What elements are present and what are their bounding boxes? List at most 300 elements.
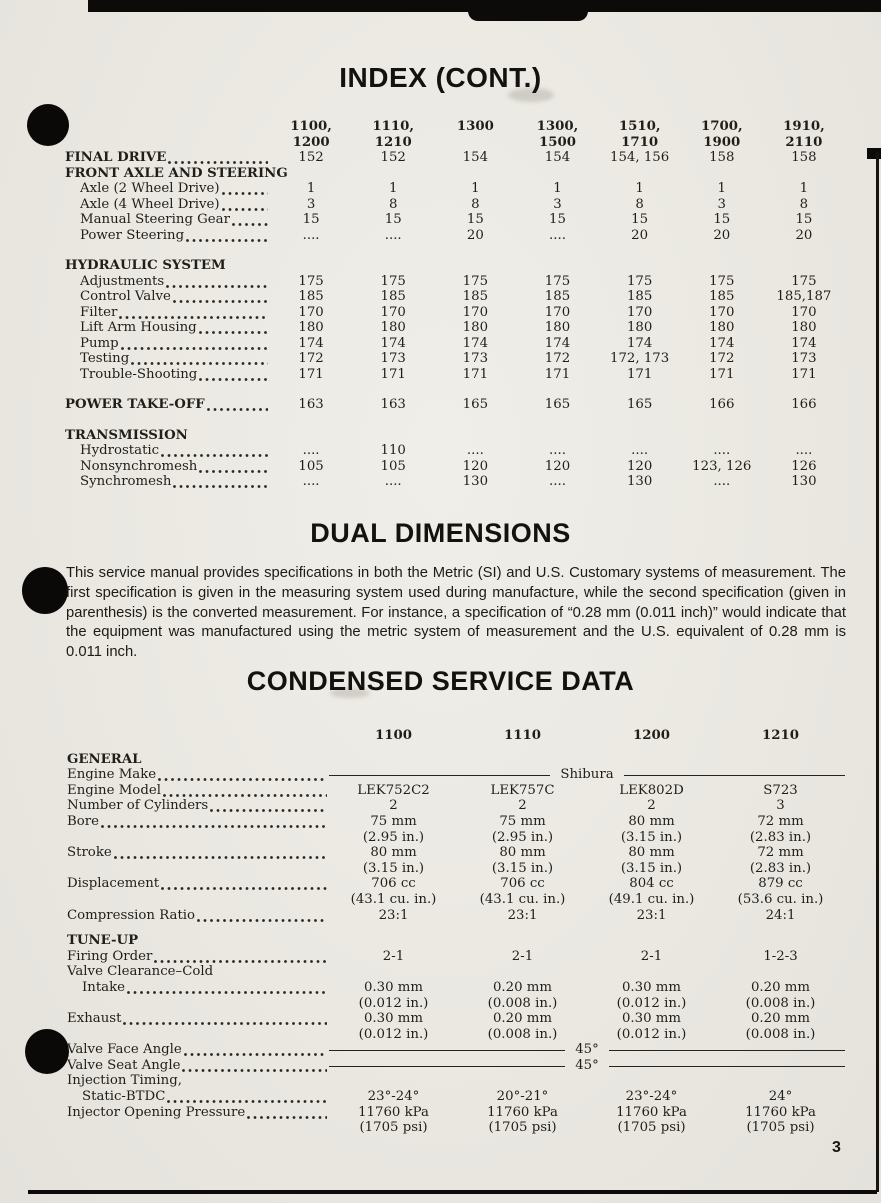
spec-value-line: (0.012 in.) (616, 995, 687, 1011)
spec-value-line: 0.20 mm (750, 979, 811, 995)
spec-value-line: 23°-24° (367, 1089, 420, 1105)
dot-leader (123, 1011, 327, 1027)
row-label-cell (65, 474, 270, 490)
page-reference-cell: 175 (462, 273, 489, 289)
spec-value-line: 72 mm (757, 845, 804, 861)
index-table-row (65, 397, 845, 413)
spec-value-line: LEK802D (619, 782, 684, 798)
spec-value-line: 24:1 (765, 907, 796, 923)
spec-value-cell (716, 980, 845, 1011)
spanning-value (329, 1058, 845, 1074)
spec-value-cell (587, 1105, 716, 1136)
row-label: HYDRAULIC SYSTEM (65, 258, 226, 273)
page-reference-cell: 171 (791, 366, 817, 382)
model-number-line1: 1700, (700, 119, 743, 134)
model-number-line2: 2110 (785, 134, 823, 150)
row-label-cell (67, 908, 329, 924)
dot-leader (199, 367, 268, 383)
index-column-header (516, 119, 598, 150)
spanning-value (329, 767, 845, 783)
page-reference-cell: 8 (471, 196, 480, 212)
spec-value-cell (716, 783, 845, 799)
spanning-value (329, 1042, 845, 1058)
span-text: 45° (575, 1042, 599, 1058)
spec-value-line: 80 mm (628, 845, 675, 861)
page-reference-cell: 165 (544, 397, 571, 412)
row-label: Control Valve (80, 289, 171, 304)
model-number-line2: 1200 (292, 134, 330, 150)
page-reference-cell: 20 (795, 227, 813, 243)
row-label-cell (67, 845, 329, 861)
row-label-cell (65, 212, 270, 228)
service-table-row (67, 1105, 845, 1136)
spec-value-cell (329, 1089, 458, 1105)
service-table-row (67, 814, 845, 845)
spec-value-line: (3.15 in.) (620, 829, 683, 845)
page-reference-cell: 180 (709, 320, 735, 335)
row-label-cell (65, 305, 270, 321)
page-reference-cell: 171 (709, 366, 735, 382)
page-reference-cell: 185 (380, 289, 406, 304)
page-reference-cell: 175 (380, 273, 406, 289)
index-table-row (65, 367, 845, 383)
spec-value-cell (716, 798, 845, 814)
row-label-cell (65, 397, 270, 413)
spec-value-line: 706 cc (371, 876, 416, 892)
row-label-cell (67, 1042, 329, 1058)
spec-value-line: (1705 psi) (359, 1120, 428, 1136)
row-label-cell (67, 1073, 329, 1089)
row-label-cell (67, 798, 329, 814)
index-table-row (65, 320, 845, 336)
scan-bottom-line (28, 1190, 877, 1194)
index-table-row (65, 150, 845, 166)
page-reference-cell: 170 (380, 304, 406, 320)
spec-value-cell (458, 1089, 587, 1105)
page-reference-cell: 180 (626, 320, 653, 335)
page-reference-cell: 172 (709, 351, 735, 366)
row-label: Manual Steering Gear (80, 212, 230, 227)
model-number-line1: 1300 (456, 119, 494, 134)
index-table-row (65, 166, 845, 182)
page-reference-cell: 1 (717, 181, 726, 196)
row-label-cell (67, 752, 329, 768)
dot-leader (154, 949, 327, 965)
spec-value-line: 804 cc (629, 876, 674, 892)
spec-value-cell (458, 845, 587, 876)
spec-value-line: 879 cc (758, 876, 803, 892)
page-reference-cell: 15 (631, 212, 649, 227)
dot-leader (173, 474, 268, 490)
row-label: Axle (2 Wheel Drive) (80, 181, 220, 196)
index-table-row (65, 197, 845, 213)
index-table-row (65, 212, 845, 228)
page-reference-cell: 158 (791, 150, 817, 165)
page-reference-cell: 171 (544, 366, 571, 382)
spec-value-line: 2-1 (382, 948, 405, 964)
page-reference-cell: .... (713, 443, 731, 458)
page-reference-cell: 180 (791, 320, 817, 335)
row-label: GENERAL (67, 751, 142, 767)
span-text: Shibura (560, 767, 614, 783)
dot-leader (131, 351, 268, 367)
spec-value-line: (2.95 in.) (491, 829, 554, 845)
page-reference-cell: 158 (709, 150, 735, 165)
row-label-cell (67, 876, 329, 892)
page-reference-cell: 1 (388, 181, 398, 196)
spec-value-line: (2.95 in.) (362, 829, 425, 845)
page-reference-cell: .... (302, 443, 320, 458)
page-reference-cell: 15 (549, 212, 566, 227)
row-label: Filter (80, 304, 118, 320)
index-table-row (65, 289, 845, 305)
row-label-cell (65, 367, 270, 383)
dot-leader (199, 459, 268, 475)
spec-value-line: 0.20 mm (492, 979, 553, 995)
spec-value-line: 24° (768, 1089, 793, 1105)
page-reference-cell: 170 (709, 304, 735, 320)
spec-value-line: (2.83 in.) (749, 860, 812, 876)
row-label: Injection Timing, (67, 1073, 182, 1089)
dot-leader (184, 1042, 327, 1058)
spec-value-line: 23:1 (636, 907, 667, 923)
row-label: Engine Make (67, 767, 157, 783)
spec-value-line: 80 mm (628, 813, 675, 829)
spec-value-cell (716, 1105, 845, 1136)
page-reference-cell: 120 (626, 458, 653, 474)
page-reference-cell: 120 (544, 458, 571, 474)
dot-leader (163, 783, 327, 799)
spec-value-line: (0.012 in.) (358, 995, 429, 1011)
service-table-row (67, 949, 845, 965)
row-label: Axle (4 Wheel Drive) (80, 196, 220, 212)
spec-value-line: (3.15 in.) (491, 860, 554, 876)
spec-value-line: (1705 psi) (746, 1120, 815, 1136)
page-reference-cell: 154 (462, 150, 489, 165)
spec-value-line: 2 (647, 798, 656, 814)
spec-value-cell (587, 1011, 716, 1042)
page-reference-cell: .... (631, 443, 649, 458)
dot-leader (121, 336, 268, 352)
spec-value-line: (0.008 in.) (487, 995, 558, 1011)
spec-value-cell (329, 949, 458, 965)
spec-value-line: 0.30 mm (621, 1011, 682, 1027)
page-reference-cell: 185 (462, 289, 489, 304)
service-table-row (67, 1058, 845, 1074)
service-table-row (67, 980, 845, 1011)
service-table-row (67, 845, 845, 876)
page-reference-cell: 126 (791, 458, 817, 474)
page-reference-cell: 123, 126 (692, 458, 752, 474)
page-reference-cell: 172 (298, 351, 324, 366)
spec-value-cell (716, 949, 845, 965)
page-reference-cell: 152 (298, 150, 324, 165)
page-reference-cell: 180 (380, 320, 406, 335)
page-reference-cell: .... (713, 474, 731, 489)
model-number-line1: 1110, (372, 119, 415, 134)
page-reference-cell: 166 (709, 397, 735, 412)
spec-value-line: (0.008 in.) (745, 995, 816, 1011)
page-reference-cell: 15 (384, 212, 402, 227)
page-reference-cell: .... (466, 443, 484, 458)
index-table-row (65, 428, 845, 444)
dot-leader (207, 397, 268, 413)
index-table-row (65, 443, 845, 459)
dual-dimensions-paragraph: This service manual provides specifications in both the Metric (SI) and U.S. Customary systems of measurement. The first specification is given in the measuring system used during manufacture, while the second specification (given in parenthesis) is the converted measurement. For instance, a specification of “0.28 mm (0.011 inch)” would indicate that the equipment was manufactured using the metric system of measurement and the U.S. equivalent of 0.28 mm is 0.011 inch. (66, 565, 846, 661)
dot-leader (158, 767, 327, 783)
spec-value-cell (458, 908, 587, 924)
dot-leader (197, 908, 327, 924)
spec-value-line: (3.15 in.) (620, 860, 683, 876)
page-reference-cell: 15 (466, 212, 484, 227)
spec-value-cell (587, 908, 716, 924)
page-reference-cell: 105 (380, 458, 406, 474)
row-label: Pump (80, 335, 119, 351)
spec-value-cell (458, 814, 587, 845)
page-reference-cell: 130 (462, 474, 489, 489)
spec-value-line: 80 mm (370, 845, 417, 861)
spec-value-cell (329, 1011, 458, 1042)
row-label: POWER TAKE-OFF (65, 397, 205, 412)
spec-value-line: S723 (763, 782, 798, 798)
model-number-line2: 1500 (538, 134, 576, 150)
index-column-header (681, 119, 763, 150)
spec-value-cell (587, 1089, 716, 1105)
spec-value-line: 1-2-3 (763, 948, 798, 964)
page-reference-cell: 152 (380, 150, 406, 165)
row-label: FRONT AXLE AND STEERING (65, 165, 288, 181)
spec-value-line: 0.20 mm (492, 1011, 553, 1027)
spec-value-line: 75 mm (499, 813, 546, 829)
row-label: TUNE-UP (67, 933, 139, 949)
service-table-body (67, 752, 845, 1136)
spec-value-cell (458, 798, 587, 814)
spec-value-line: (1705 psi) (488, 1120, 557, 1136)
spec-value-line: 20°-21° (496, 1089, 549, 1105)
page-reference-cell: 105 (298, 458, 324, 474)
page-number: 3 (832, 1139, 841, 1156)
spec-value-cell (587, 980, 716, 1011)
spec-value-cell (329, 908, 458, 924)
dot-leader (161, 443, 268, 459)
spec-value-line: (2.83 in.) (749, 829, 812, 845)
page-reference-cell: 185 (544, 289, 571, 304)
spec-value-line: (0.008 in.) (745, 1026, 816, 1042)
dot-leader (119, 305, 268, 321)
page-reference-cell: 171 (626, 366, 653, 382)
row-label: Valve Seat Angle (67, 1057, 181, 1073)
page-reference-cell: 130 (626, 474, 653, 489)
row-label: Compression Ratio (67, 907, 196, 923)
page-reference-cell: 175 (298, 273, 324, 289)
spec-value-line: 11760 kPa (616, 1104, 687, 1120)
row-label-cell (67, 933, 329, 949)
dot-leader (182, 1058, 327, 1074)
spec-value-cell (716, 1089, 845, 1105)
row-label: Firing Order (67, 948, 153, 964)
page-reference-cell: 15 (302, 212, 320, 227)
page-reference-cell: 173 (462, 351, 489, 366)
spec-value-line: 3 (776, 798, 785, 814)
page-reference-cell: 170 (298, 304, 324, 320)
page-reference-cell: 185 (709, 289, 735, 304)
spec-value-line: (0.008 in.) (487, 1026, 558, 1042)
row-label-cell (65, 258, 270, 274)
spec-value-line: 23:1 (507, 907, 538, 923)
spec-value-line: (43.1 cu. in.) (350, 891, 437, 907)
punch-hole (27, 104, 69, 146)
index-table-row (65, 474, 845, 490)
spec-value-line: 11760 kPa (745, 1104, 816, 1120)
page-reference-cell: .... (384, 227, 402, 243)
spec-value-cell (716, 1011, 845, 1042)
spec-value-cell (329, 1105, 458, 1136)
row-label-cell (67, 1011, 329, 1027)
service-table-row (67, 1011, 845, 1042)
row-label-cell (67, 964, 329, 980)
dot-leader (186, 228, 268, 244)
spec-value-cell (587, 814, 716, 845)
spec-value-line: (49.1 cu. in.) (608, 891, 695, 907)
row-label: Exhaust (67, 1011, 122, 1027)
service-table-row (67, 1073, 845, 1089)
index-table-row (65, 351, 845, 367)
dot-leader (247, 1105, 327, 1121)
page-reference-cell: .... (795, 443, 813, 458)
row-label-cell (67, 1105, 329, 1121)
index-column-header (763, 119, 845, 150)
spec-value-cell (458, 949, 587, 965)
page-reference-cell: .... (549, 443, 566, 458)
dot-leader (210, 798, 327, 814)
service-table-header (329, 728, 845, 744)
index-column-header (434, 119, 516, 150)
row-label: Intake (82, 979, 126, 995)
spec-value-line: 23:1 (378, 907, 409, 923)
page-reference-cell: .... (302, 227, 320, 243)
page-reference-cell: 120 (462, 458, 489, 474)
spec-value-line: LEK757C (490, 782, 555, 798)
page-reference-cell: 170 (462, 304, 489, 320)
row-label: Lift Arm Housing (80, 320, 197, 335)
spec-value-line: (3.15 in.) (362, 860, 425, 876)
spec-value-cell (458, 783, 587, 799)
service-table-row (67, 1089, 845, 1105)
dot-leader (127, 980, 327, 996)
punch-hole (25, 1029, 69, 1074)
row-label: Valve Clearance–Cold (67, 964, 214, 980)
row-label-cell (65, 320, 270, 336)
page-reference-cell: 174 (791, 335, 817, 351)
service-table-row (67, 767, 845, 783)
row-label-cell (65, 459, 270, 475)
spec-value-cell (716, 814, 845, 845)
dot-leader (168, 150, 268, 166)
service-table-row (67, 964, 845, 980)
dot-leader (199, 320, 268, 336)
page-reference-cell: 175 (709, 273, 735, 289)
page-reference-cell: 171 (298, 366, 324, 382)
index-heading: INDEX (CONT.) (339, 62, 542, 93)
page-reference-cell: 185,187 (776, 289, 832, 304)
index-table-row (65, 228, 845, 244)
row-label: Trouble-Shooting (80, 366, 198, 382)
rule-line (609, 1066, 845, 1067)
page-reference-cell: 130 (791, 474, 817, 489)
model-column-header: 1210 (761, 728, 799, 743)
span-text: 45° (575, 1057, 599, 1073)
row-label-cell (65, 336, 270, 352)
index-column-header (599, 119, 681, 150)
row-label: FINAL DRIVE (65, 150, 167, 165)
row-label: Valve Face Angle (67, 1042, 182, 1058)
dot-leader (222, 197, 268, 213)
page-reference-cell: 185 (298, 289, 324, 304)
page-reference-cell: 20 (631, 227, 649, 243)
spec-value-cell (587, 798, 716, 814)
page-reference-cell: 154 (544, 150, 571, 165)
page-reference-cell: 170 (544, 304, 571, 320)
page-reference-cell: 174 (626, 335, 653, 351)
row-label: TRANSMISSION (65, 427, 188, 443)
spec-value-line: 0.30 mm (363, 979, 424, 995)
row-label-cell (65, 289, 270, 305)
spec-value-line: (43.1 cu. in.) (479, 891, 566, 907)
spec-value-line: 0.30 mm (621, 979, 682, 995)
page-reference-cell: 1 (471, 181, 480, 196)
page-reference-cell: 1 (799, 181, 809, 196)
page-reference-cell: .... (549, 227, 566, 243)
service-table-row (67, 783, 845, 799)
rule-line (609, 1050, 845, 1051)
page-reference-cell: 173 (380, 351, 406, 366)
row-label-cell (67, 767, 329, 783)
page-reference-cell: 172, 173 (610, 351, 670, 366)
dot-leader (101, 814, 327, 830)
page-reference-cell: 171 (462, 366, 489, 382)
row-label-cell (65, 197, 270, 213)
spec-value-line: 2-1 (640, 948, 663, 964)
index-table-row (65, 274, 845, 290)
row-label-cell (65, 443, 270, 459)
row-label: Nonsynchromesh (80, 458, 198, 474)
spec-value-line: 2-1 (511, 948, 534, 964)
page-reference-cell: 1 (635, 181, 644, 196)
spec-value-cell (329, 845, 458, 876)
page-reference-cell: .... (302, 474, 320, 489)
service-table-row (67, 752, 845, 768)
page-reference-cell: 165 (462, 397, 489, 412)
page-reference-cell: 15 (795, 212, 813, 227)
spec-value-cell (587, 783, 716, 799)
condensed-service-data-heading: CONDENSED SERVICE DATA (246, 666, 635, 696)
model-number-line1: 1300, (536, 119, 579, 134)
index-table-row (65, 181, 845, 197)
page-reference-cell: 8 (799, 196, 809, 212)
spec-value-line: 23°-24° (625, 1089, 678, 1105)
spec-value-cell (329, 798, 458, 814)
row-label-cell (65, 274, 270, 290)
model-number-line2: 1210 (374, 134, 412, 150)
model-number-line1: 1510, (618, 119, 661, 134)
spec-value-line: 72 mm (757, 813, 804, 829)
page-reference-cell: 170 (791, 304, 817, 320)
scan-top-blob (468, 0, 588, 21)
page-reference-cell: 170 (626, 304, 653, 320)
service-table-row (67, 933, 845, 949)
service-table-row (67, 798, 845, 814)
row-label-cell (67, 1089, 329, 1105)
